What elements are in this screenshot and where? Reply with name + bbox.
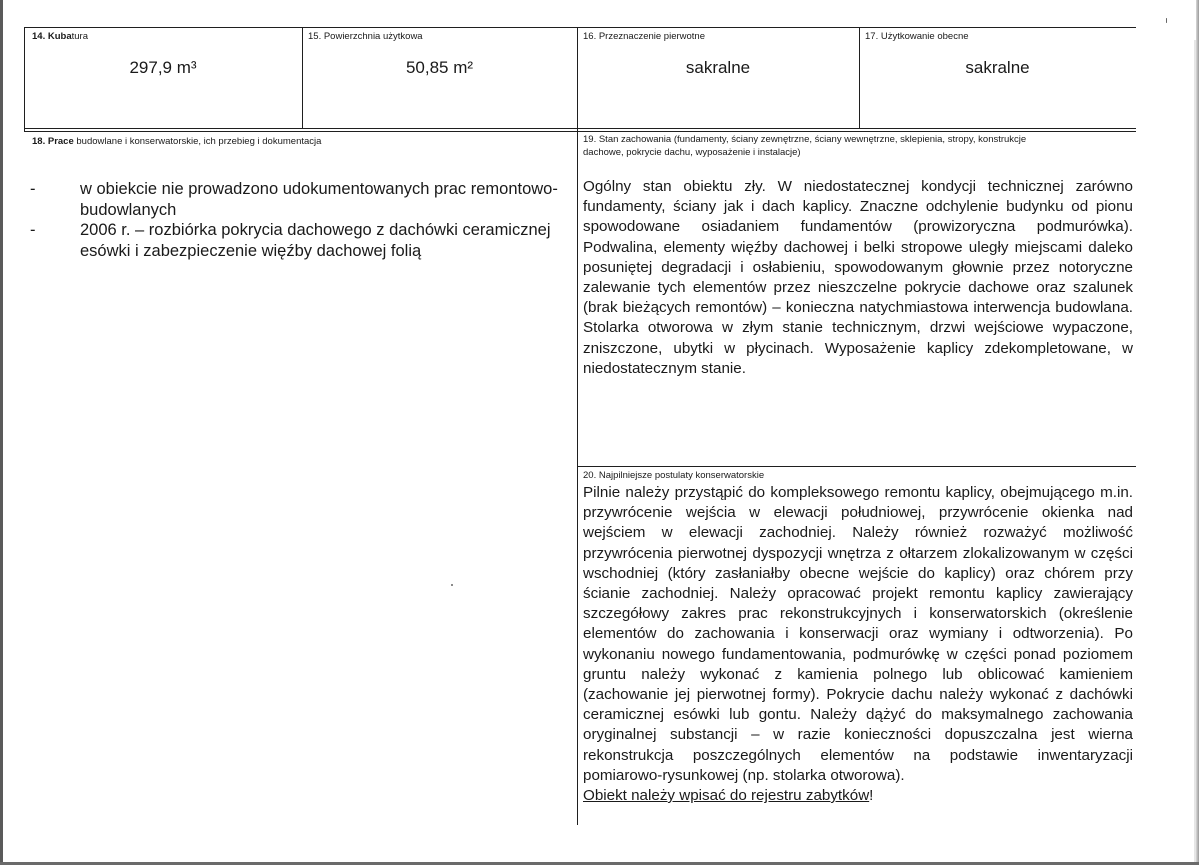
- field-18-label-rest: budowlane i konserwatorskie, ich przebieg i dokumentacja: [76, 136, 322, 147]
- row1-bottom-line: [24, 128, 1136, 129]
- list-item-text: w obiekcie nie prowadzono udokumentowanych prac remontowo-budowlanych: [80, 180, 558, 219]
- list-dash: -: [30, 221, 36, 239]
- field-14-number: 14.: [32, 31, 46, 42]
- field-16-value: sakralne: [685, 58, 751, 77]
- list-item: [30, 179, 575, 220]
- list-item-text: 2006 r. – rozbiórka pokrycia dachowego z dachówki ceramicznej esówki i zabezpieczenie więźby dachowej folią: [80, 221, 551, 260]
- field-20-final-tail: !: [869, 787, 874, 805]
- field-19-label-line2: dachowe, pokrycie dachu, wyposażenie i instalacje): [583, 147, 801, 158]
- list-dash: -: [30, 180, 36, 198]
- field-18-label-bold: Prace: [47, 136, 74, 147]
- field-17-label: 17. Użytkowanie obecne: [865, 31, 969, 42]
- field-17-value: sakralne: [965, 58, 1030, 77]
- field-20-final-underlined: Obiekt należy wpisać do rejestru zabytków: [583, 787, 870, 805]
- field-16-label: 16. Przeznaczenie pierwotne: [583, 31, 705, 42]
- section20-top-line: [577, 466, 1136, 467]
- scan-edge-right-shade: [1194, 40, 1196, 862]
- field-18-label: [32, 136, 321, 147]
- scan-speck: [451, 584, 453, 586]
- field-19-label-line1: 19. Stan zachowania (fundamenty, ściany zewnętrzne, ściany wewnętrzne, sklepienia, stropy, konstrukcje: [583, 134, 1027, 145]
- field-15-label: 15. Powierzchnia użytkowa: [308, 31, 423, 42]
- col16-right-line: [859, 27, 860, 129]
- left-border-line: [24, 27, 25, 131]
- field-18-list: [30, 179, 575, 261]
- field-14-label: [32, 31, 88, 42]
- top-border-line: [24, 27, 1136, 28]
- col15-right-line: [577, 27, 578, 825]
- field-14-label-bold: Kuba: [47, 31, 72, 42]
- field-20-text-block: [583, 483, 1133, 806]
- field-14-value: 297,9 m³: [129, 58, 197, 77]
- row1-bottom-line-double: [24, 131, 1136, 132]
- field-20-text: Pilnie należy przystąpić do kompleksowego remontu kaplicy, obejmującego m.in. przywrócenie wejścia w elewacji południowej, przywrócenie okienka nad wejściem w elewacji zachodniej. Należy również rozważyć możliwość przywrócenia pierwotnej dyspozycji wnętrza z ołtarzem zlokalizowanym w części wschodniej (który zasłaniałby obecne wejście do kaplicy) oraz chórem przy ścianie zachodniej. Należy opracować projekt remontu kaplicy zawierający szczegółowy zakres prac rekonstrukcyjnych i konserwatorskich (określenie elementów do zachowania i konserwacji oraz wymiany i odtworzenia). Po wykonaniu nowego fundamentowania, podmurówkę w części ponad poziomem gruntu należy wykonać z kamienia polnego lub oblicować kamieniem (zachowanie jej pierwotnej formy). Pokrycie dachu należy wykonać z dachówki ceramicznej esówki lub gontu. Należy dążyć do maksymalnego zachowania oryginalnej substancji – w razie konieczności dopuszczalna jest wierna rekonstrukcja poszczególnych elementów na podstawie inwentaryzacji pomiarowo-rysunkowej (np. stolarka otworowa).: [583, 484, 1133, 784]
- field-14-label-rest: tura: [71, 31, 88, 42]
- scan-edge-left: [0, 0, 3, 865]
- field-15-value: 50,85 m²: [405, 58, 474, 77]
- col14-right-line: [302, 27, 303, 129]
- list-item: [30, 220, 575, 261]
- field-19-text: Ogólny stan obiektu zły. W niedostatecznej kondycji technicznej zarówno fundamenty, ściany jak i dach kaplicy. Znaczne odchylenie budynku od pionu spowodowane osiadaniem fundamentów (prowizoryczna podmurówka). Podwalina, elementy więźby dachowej i belki stropowe uległy miejscami daleko posuniętej degradacji i osłabieniu, spowodowanym głownie przez notoryczne zalewanie tych elementów przez nieszczelne pokrycie dachowe oraz szalunek (brak bieżących remontów) – konieczna natychmiastowa interwencja budowlana. Stolarka otworowa w złym stanie technicznym, drzwi wejściowe wypaczone, zniszczone, ubytki w płycinach. Wyposażenie kaplicy zdekompletowane, w niedostatecznym stanie.: [583, 178, 1133, 377]
- field-20-label: 20. Najpilniejsze postulaty konserwatorskie: [583, 470, 765, 481]
- scan-speck: [1166, 18, 1167, 23]
- field-18-number: 18.: [32, 136, 46, 147]
